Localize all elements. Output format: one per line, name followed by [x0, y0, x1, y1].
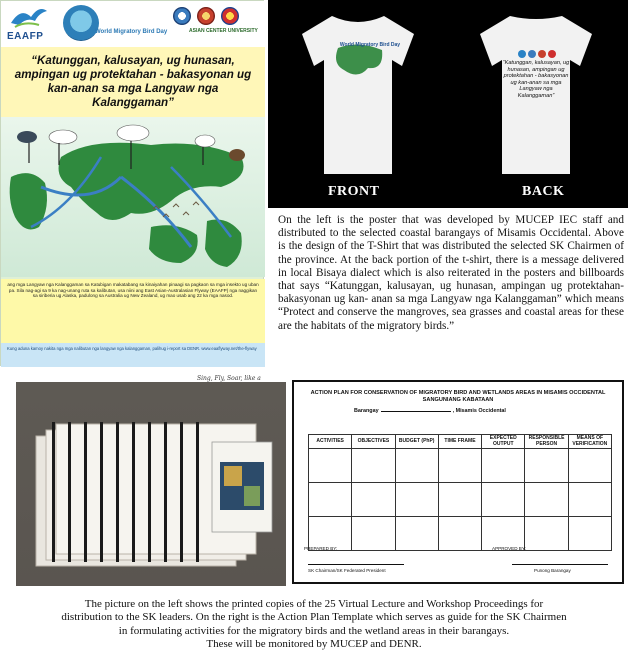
column-responsible-person: RESPONSIBLE PERSON	[525, 435, 568, 449]
stacked-booklets-illustration	[16, 382, 286, 586]
tshirt-back-message: “Katunggan, kalusayan, ug hunasan, ampingan ug protektahan - bakasyonan ug kan-anan sa mga Langyaw nga Kalanggaman”	[502, 60, 570, 99]
denr-seal-icon	[173, 7, 191, 25]
world-migratory-bird-day-logo-icon	[63, 5, 99, 41]
action-plan-template	[292, 380, 624, 584]
caption-line-2: distribution to the SK leaders. On the right is the Action Plan Template which serves as guide for the SK Chairmen	[61, 611, 567, 624]
column-expected-output: EXPECTED OUTPUT	[482, 435, 525, 449]
column-means-of-verification: MEANS OF VERIFICATION	[568, 435, 611, 449]
barangay-field	[354, 408, 506, 414]
province-seal-icon	[197, 7, 215, 25]
wmbd-label: World Migratory Bird Day	[95, 29, 168, 35]
tshirt-front-label: FRONT	[328, 184, 380, 199]
action-plan-title	[294, 390, 622, 404]
table-row	[309, 449, 612, 483]
asian-center-logo: ASIAN CENTER UNIVERSITY	[189, 28, 258, 34]
action-plan-title-line1: ACTION PLAN FOR CONSERVATION OF MIGRATORY BIRD AND WETLANDS AREAS IN MISAMIS OCCIDENTAL	[310, 390, 606, 396]
approved-by-label: APPROVED BY:	[492, 546, 526, 551]
poster-footer-text: Kung aduna kamoy nakita nga mga nalibutan nga langyaw nga kalanggaman, palihug i-report sa DENR. www.eaaflyway.net/the-flyway	[1, 343, 265, 367]
barangay-blank-line[interactable]	[381, 411, 451, 412]
column-budget: BUDGET (PhP)	[395, 435, 438, 449]
poster-image	[0, 0, 264, 382]
approver-role: Punong Barangay	[534, 568, 571, 573]
poster-sing-caption: Sing, Fly, Soar, like a	[197, 375, 261, 382]
flyway-map-illustration	[1, 117, 265, 279]
preparer-signature-line	[308, 564, 404, 565]
column-time-frame: TIME FRAME	[438, 435, 481, 449]
asean-seal-icon	[221, 7, 239, 25]
poster-body-text: ang mga Langyaw nga Kalanggaman sa Katubigan makatabang sa kinaiyahan pinaagi sa pagkaon sa mga insekto ug uban pa. Sila nag-agi sa 9 ka nag-unang ruta sa kalibutan, usa niini ang East Asian-Australasian Flyway (EAAFP) nga naggikan sa siriberia ug Alaska, padulong sa Australia ug New Zealand, ug mao usab ang 22 ka mga nasod.	[1, 279, 265, 367]
action-plan-table	[308, 434, 612, 551]
table-row	[309, 517, 612, 551]
action-plan-title-line2: SANGUNIANG KABATAAN	[422, 397, 494, 403]
approver-signature-line	[512, 564, 608, 565]
tshirt-photo	[268, 0, 628, 208]
table-row	[309, 483, 612, 517]
column-activities: ACTIVITIES	[309, 435, 352, 449]
eaafp-label: EAAFP	[7, 31, 44, 42]
tshirt-back-label: BACK	[522, 184, 565, 199]
tshirt-front-print: World Migratory Bird Day	[339, 42, 401, 48]
column-objectives: OBJECTIVES	[352, 435, 395, 449]
poster-quote: “Katunggan, kalusayan, ug hunasan, ampingan ug protektahan - bakasyonan ug kan-anan sa mga Langyaw nga Kalanggaman”	[1, 47, 265, 117]
poster-logo-strip	[1, 1, 265, 47]
description-paragraph: On the left is the poster that was developed by MUCEP IEC staff and distributed to the selected coastal barangays of Misamis Occidental. Above is the design of the T-Shirt that was distributed the selected SK Chairmen of the province. At the back portion of the t-shirt, there is a message delivered in local Bisaya dialect which is also reiterated in the posters and billboards that says “Katunggan, kalusayan, ug hunasan, ampingan ug protektahan-bakasyonan ug kan- anan sa mga Langyaw nga Kalanggaman” which means “Protect and conserve the mangroves, sea grasses and coastal areas for these are the habitats of the migratory birds.”	[278, 214, 624, 332]
printed-copies-photo	[16, 382, 286, 586]
preparer-role: SK Chairman/SK Federated President	[308, 568, 386, 573]
barangay-label: Barangay	[354, 408, 379, 414]
eaafp-logo-icon	[9, 3, 49, 31]
prepared-by-label: PREPARED BY:	[304, 546, 338, 551]
bottom-caption	[0, 598, 628, 652]
province-label: , Misamis Occidental	[452, 408, 506, 414]
tshirt-front-icon	[288, 10, 428, 180]
caption-line-1: The picture on the left shows the printed copies of the 25 Virtual Lecture and Workshop Proceedings for	[84, 598, 544, 610]
caption-line-4: These will be monitored by MUCEP and DENR.	[206, 638, 422, 651]
caption-line-3: in formulating activities for the migratory birds and the wetland areas in their barangays.	[118, 624, 510, 637]
